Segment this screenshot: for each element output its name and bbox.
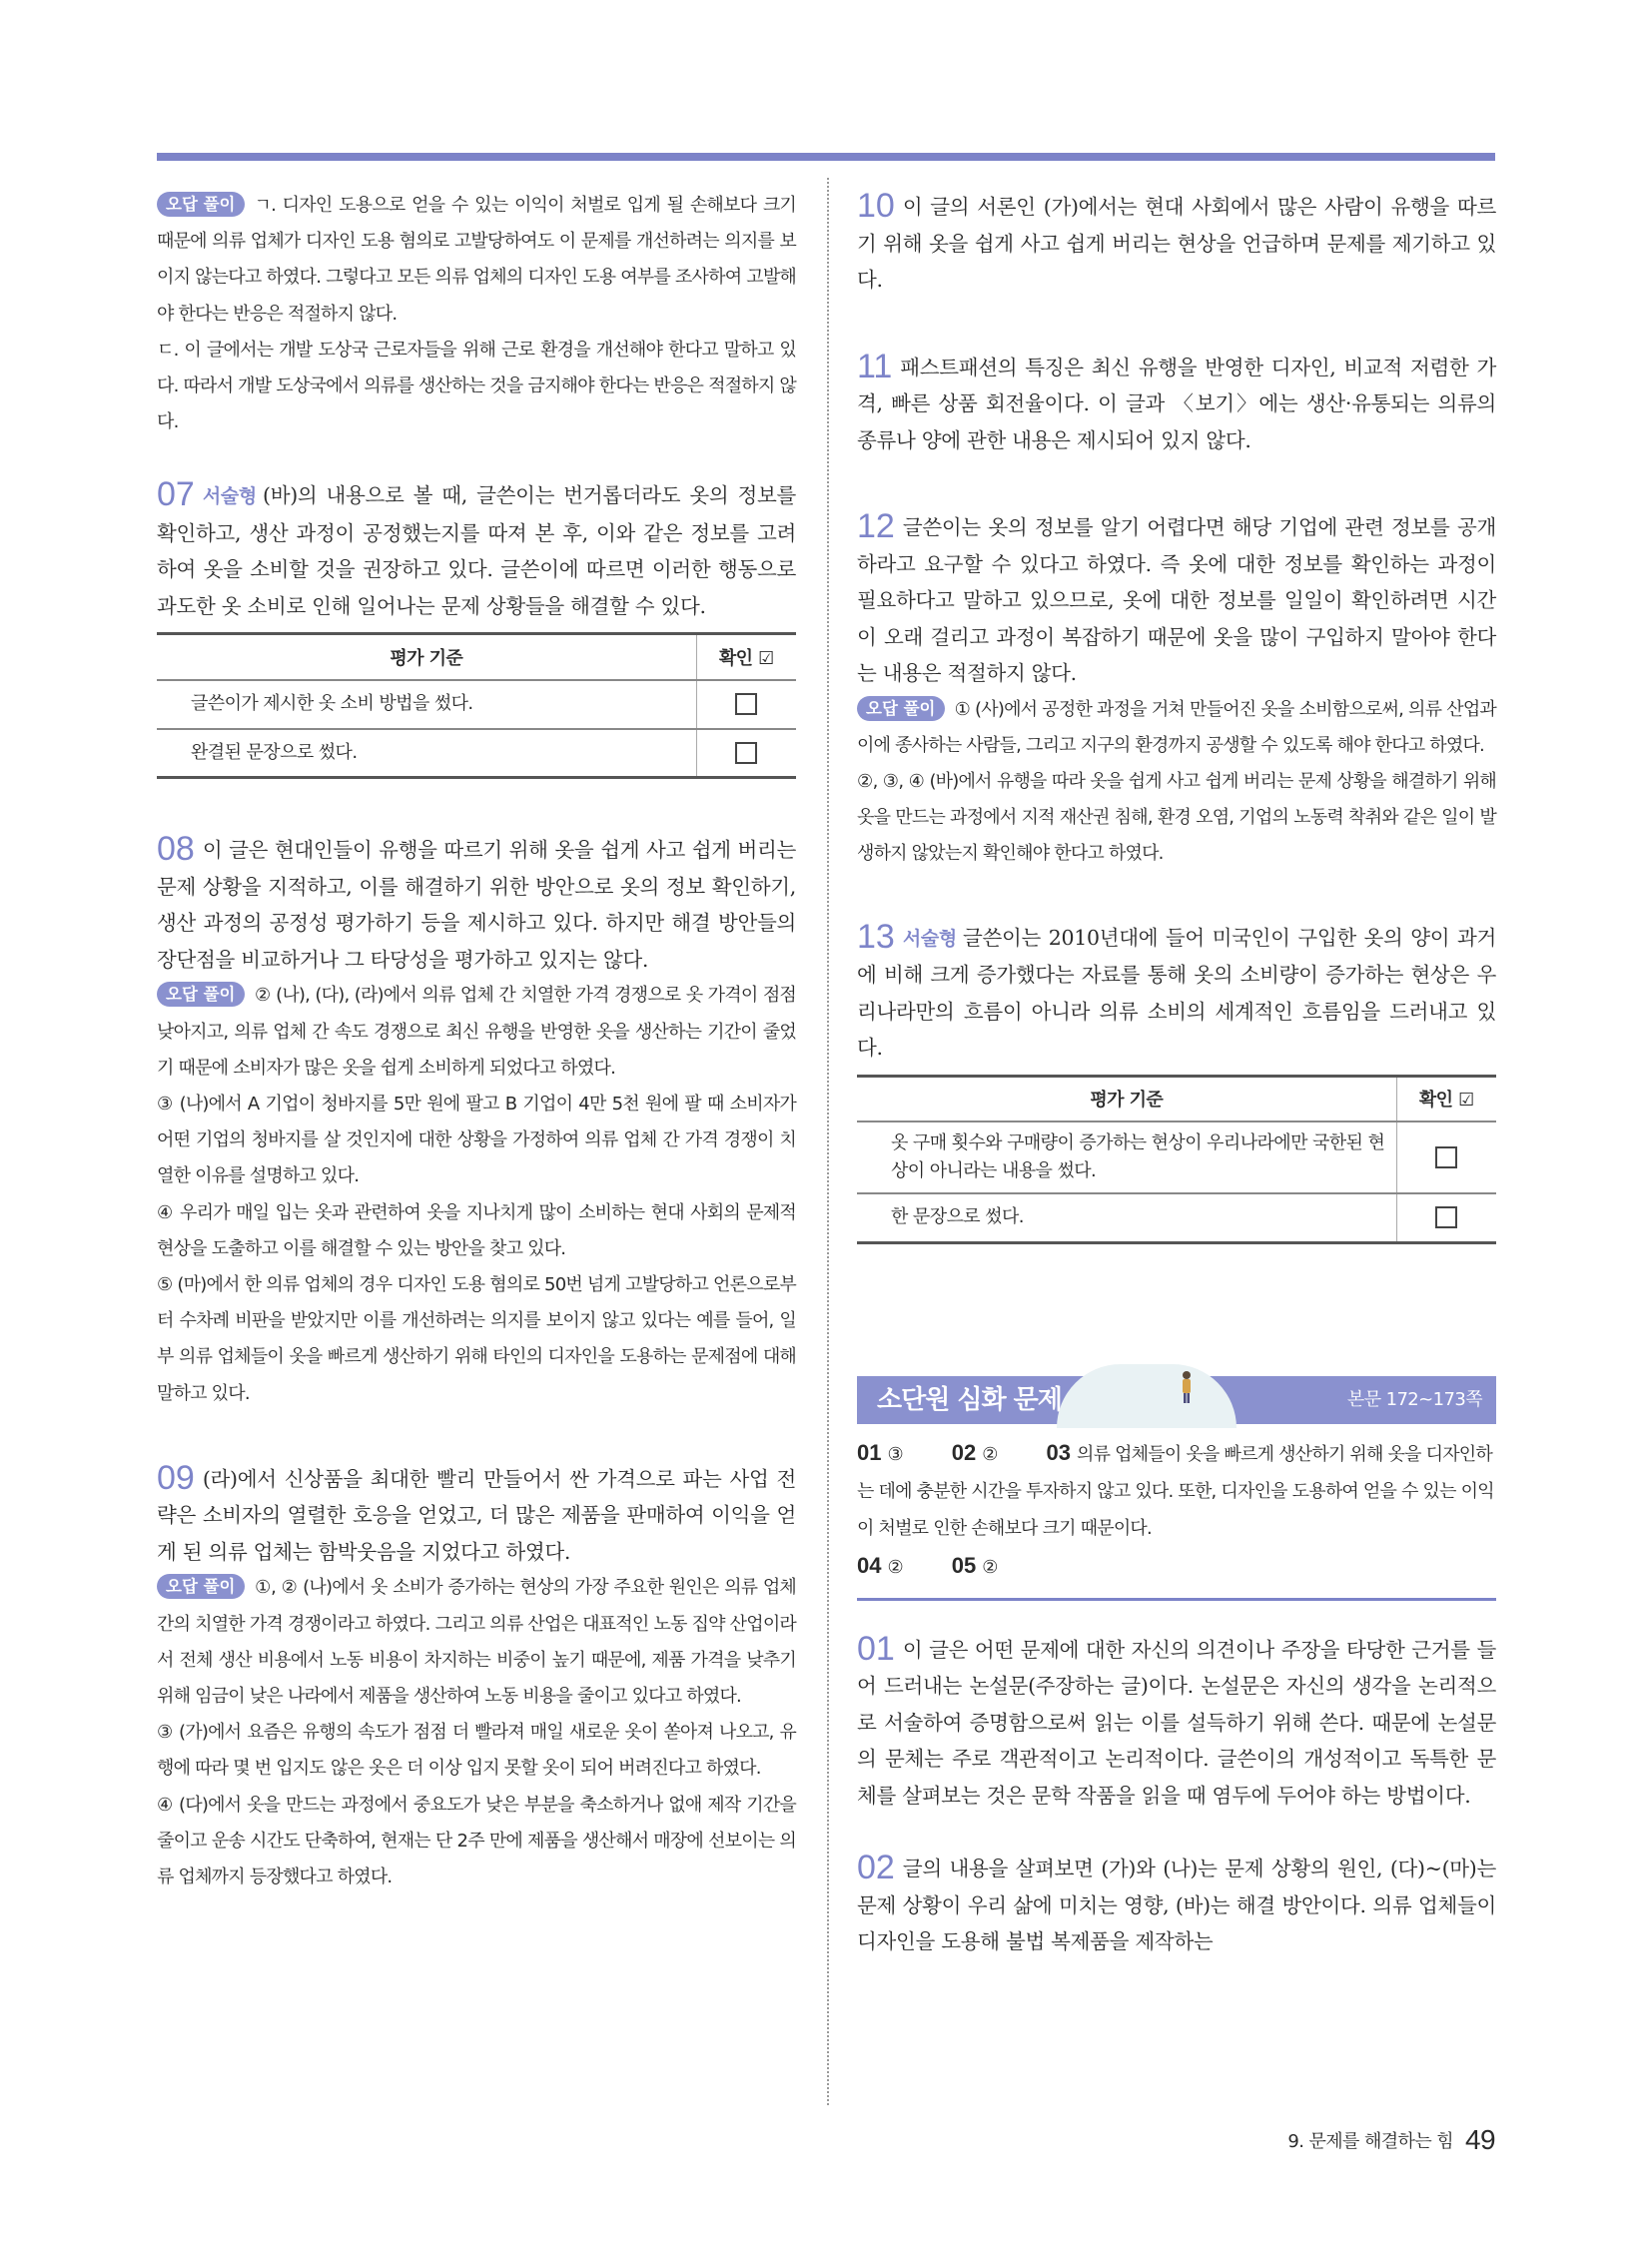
table-row: [857, 1121, 1496, 1193]
explanation-text: ②, ③, ④ (바)에서 유행을 따라 옷을 쉽게 사고 쉽게 버리는 문제 상황을 해결하기 위해 옷을 만드는 과정에서 지적 재산권 침해, 환경 오염, 기업의 노동력 착취와 같은 일이 발생하지 않았는지 확인해야 한다고 하였다.: [857, 770, 1496, 865]
answer-11: [857, 349, 1496, 459]
wrong-answer-label: 오답 풀이: [857, 696, 945, 721]
essay-type-tag: 서술형: [902, 927, 957, 950]
criteria-cell: 옷 구매 횟수와 구매량이 증가하는 현상이 우리나라에만 국한된 현상이 아니라는 내용을 썼다.: [857, 1121, 1396, 1193]
explanation-text: ③ (나)에서 A 기업이 청바지를 5만 원에 팔고 B 기업이 4만 5천 원에 팔 때 소비자가 어떤 기업의 청바지를 살 것인지에 대한 상황을 가정하여 의류 업체 간 가격 경쟁이 치열한 이유를 설명하고 있다.: [157, 1094, 796, 1187]
criteria-cell: 글쓴이가 제시한 옷 소비 방법을 썼다.: [157, 680, 696, 729]
answer-10: [857, 188, 1496, 299]
deep-answer-01: [857, 1631, 1496, 1815]
answer-text: 이 글의 서론인 (가)에서는 현대 사회에서 많은 사람이 유행을 따르기 위해 옷을 쉽게 사고 쉽게 버리는 현상을 언급하며 문제를 제기하고 있다.: [857, 195, 1496, 292]
answer-text: 글쓴이는 2010년대에 들어 미국인이 구입한 옷의 양이 과거에 비해 크게 증가했다는 자료를 통해 옷의 소비량이 증가하는 현상은 우리나라만의 흐름이 아니라 의류 소비의 세계적인 흐름임을 드러내고 있다.: [857, 925, 1496, 1061]
answer-13: [857, 919, 1496, 1244]
check-header: 확인 ☑: [1396, 1076, 1496, 1121]
chapter-title: 9. 문제를 해결하는 힘: [1287, 2131, 1454, 2152]
table-row: [157, 680, 796, 729]
deep-answer-02: [857, 1850, 1496, 1960]
quick-answer: ③: [887, 1443, 903, 1465]
banner-title: 소단원 심화 문제: [877, 1384, 1062, 1415]
question-number: 12: [857, 507, 895, 545]
explanation-text: ㄱ. 디자인 도용으로 얻을 수 있는 이익이 처벌로 입게 될 손해보다 크기 때문에 의류 업체가 디자인 도용 혐의로 고발당하여도 이 문제를 개선하려는 의지를 보이지 않는다고 하였다. 그렇다고 모든 의류 업체의 디자인 도용 여부를 조사하여 고발해야 한다는 반응은 적절하지 않다.: [157, 195, 796, 325]
question-number: 08: [157, 830, 195, 869]
explanation-text: ①, ② (나)에서 옷 소비가 증가하는 현상의 가장 주요한 원인은 의류 업체 간의 치열한 가격 경쟁이라고 하였다. 그리고 의류 산업은 대표적인 노동 집약 산업이라서 전체 생산 비용에서 노동 비용이 차지하는 비중이 높기 때문에, 제품 가격을 낮추기 위해 임금이 낮은 나라에서 제품을 생산하여 노동 비용을 줄이고 있다고 하였다.: [157, 1577, 796, 1707]
quick-answer-number: 02: [951, 1439, 977, 1465]
check-header: 확인 ☑: [696, 634, 796, 680]
wrong-answer-label: 오답 풀이: [157, 982, 245, 1007]
quick-answers: [857, 1434, 1496, 1586]
wrong-answer-label: 오답 풀이: [157, 1574, 245, 1599]
quick-answer: ②: [982, 1556, 998, 1578]
left-column: [157, 188, 796, 1931]
quick-answer-number: 01: [857, 1439, 882, 1465]
answer-12: [857, 508, 1496, 873]
evaluation-table: [157, 632, 796, 779]
hill-illustration: [1057, 1364, 1237, 1428]
question-number: 01: [857, 1629, 895, 1668]
question-number: 11: [857, 347, 893, 385]
page-footer: [1287, 2124, 1495, 2156]
table-row: [857, 1193, 1496, 1242]
page-number: 49: [1465, 2124, 1495, 2155]
explanation-text: ② (나), (다), (라)에서 의류 업체 간 치열한 가격 경쟁으로 옷 가격이 점점 낮아지고, 의류 업체 간 속도 경쟁으로 최신 유행을 반영한 옷을 생산하는 기간이 줄었기 때문에 소비자가 많은 옷을 쉽게 소비하게 되었다고 하였다.: [157, 985, 796, 1079]
quick-answer: ②: [982, 1443, 998, 1465]
checkbox[interactable]: [735, 693, 757, 715]
explanation-text: ④ 우리가 매일 입는 옷과 관련하여 옷을 지나치게 많이 소비하는 현대 사회의 문제적 현상을 도출하고 이를 해결할 수 있는 방안을 찾고 있다.: [157, 1201, 796, 1259]
answer-08: [157, 831, 796, 1411]
answer-text: 이 글은 어떤 문제에 대한 자신의 의견이나 주장을 타당한 근거를 들어 드러내는 논설문(주장하는 글)이다. 논설문은 자신의 생각을 논리적으로 서술하여 증명함으로써 읽는 이를 설득하기 위해 쓴다. 때문에 논설문의 문체는 주로 객관적이고 논리적이다. 글쓴이의 개성적이고 독특한 문체를 살펴보는 것은 문학 작품을 읽을 때 염두에 두어야 하는 방법이다.: [857, 1637, 1496, 1808]
quick-answer-number: 05: [951, 1552, 977, 1578]
right-column: [857, 188, 1496, 1996]
quick-answer-number: 03: [1046, 1439, 1071, 1465]
explanation-text: ④ (다)에서 옷을 만드는 과정에서 중요도가 낮은 부분을 축소하거나 없애 제작 기간을 줄이고 운송 시간도 단축하여, 현재는 단 2주 만에 제품을 생산해서 매장에 선보이는 의류 업체까지 등장했다고 하였다.: [157, 1794, 796, 1887]
checkbox[interactable]: [1435, 1206, 1457, 1228]
answer-09: [157, 1460, 796, 1895]
answer-text: 글의 내용을 살펴보면 (가)와 (나)는 문제 상황의 원인, (다)~(마)는 문제 상황이 우리 삶에 미치는 영향, (바)는 해결 방안이다. 의류 업체들이 디자인을 도용해 불법 복제품을 제작하는: [857, 1857, 1496, 1954]
question-number: 07: [157, 475, 195, 514]
table-row: [157, 729, 796, 778]
criteria-cell: 완결된 문장으로 썼다.: [157, 729, 696, 778]
question-number: 13: [857, 917, 895, 956]
section-banner: [857, 1364, 1496, 1424]
answer-text: 이 글은 현대인들이 유행을 따르기 위해 옷을 쉽게 사고 쉽게 버리는 문제 상황을 지적하고, 이를 해결하기 위한 방안으로 옷의 정보 확인하기, 생산 과정의 공정성 평가하기 등을 제시하고 있다. 하지만 해결 방안들의 장단점을 비교하거나 그 타당성을 평가하고 있지는 않다.: [157, 838, 796, 972]
explanation-text: ⑤ (마)에서 한 의류 업체의 경우 디자인 도용 혐의로 50번 넘게 고발당하고 언론으로부터 수차례 비판을 받았지만 이를 개선하려는 의지를 보이지 않고 있다는 예를 들어, 일부 의류 업체들이 옷을 빠르게 생산하기 위해 타인의 디자인을 도용하는 문제점에 대해 말하고 있다.: [157, 1274, 796, 1404]
answer-text: 글쓴이는 옷의 정보를 알기 어렵다면 해당 기업에 관련 정보를 공개하라고 요구할 수 있다고 하였다. 즉 옷에 대한 정보를 확인하는 과정이 필요하다고 말하고 있으므로, 옷에 대한 정보를 일일이 확인하려면 시간이 오래 걸리고 과정이 복잡하기 때문에 옷을 많이 구입하지 말아야 한다는 내용은 적절하지 않다.: [857, 515, 1496, 685]
quick-answer: ②: [887, 1556, 903, 1578]
question-number: 09: [157, 1458, 195, 1497]
answer-07: [157, 476, 796, 779]
wrong-answer-label: 오답 풀이: [157, 192, 245, 217]
question-number: 02: [857, 1849, 895, 1887]
criteria-cell: 한 문장으로 썼다.: [857, 1193, 1396, 1242]
person-illustration: [1179, 1370, 1195, 1404]
banner-page-range: 본문 172~173쪽: [1346, 1388, 1482, 1410]
checkbox[interactable]: [735, 742, 757, 764]
explanation-text: ① (사)에서 공정한 과정을 거쳐 만들어진 옷을 소비함으로써, 의류 산업과 이에 종사하는 사람들, 그리고 지구의 환경까지 공생할 수 있도록 해야 한다고 하였다.: [857, 698, 1496, 756]
question-number: 10: [857, 187, 895, 225]
evaluation-table: [857, 1075, 1496, 1244]
criteria-header: 평가 기준: [157, 634, 696, 680]
column-divider: [827, 178, 829, 2105]
answer-text: 패스트패션의 특징은 최신 유행을 반영한 디자인, 비교적 저렴한 가격, 빠른 상품 회전율이다. 이 글과 〈보기〉에는 생산·유통되는 의류의 종류나 양에 관한 내용은 제시되어 있지 않다.: [857, 355, 1496, 452]
answer-text: (바)의 내용으로 볼 때, 글쓴이는 번거롭더라도 옷의 정보를 확인하고, 생산 과정이 공정했는지를 따져 본 후, 이와 같은 정보를 고려하여 옷을 소비할 것을 권장하고 있다. 글쓴이에 따르면 이러한 행동으로 과도한 옷 소비로 인해 일어나는 문제 상황들을 해결할 수 있다.: [157, 483, 796, 618]
criteria-header: 평가 기준: [857, 1076, 1396, 1121]
quick-answer: 의류 업체들이 옷을 빠르게 생산하기 위해 옷을 디자인하는 데에 충분한 시간을 투자하지 않고 있다. 또한, 디자인을 도용하여 얻을 수 있는 이익이 처벌로 인한 손해보다 크기 때문이다.: [857, 1443, 1494, 1539]
checkbox[interactable]: [1435, 1146, 1457, 1168]
explanation-text: ㄷ. 이 글에서는 개발 도상국 근로자들을 위해 근로 환경을 개선해야 한다고 말하고 있다. 따라서 개발 도상국에서 의류를 생산하는 것을 금지해야 한다는 반응은 적절하지 않다.: [157, 339, 796, 433]
answer-text: (라)에서 신상품을 최대한 빨리 만들어서 싼 가격으로 파는 사업 전략은 소비자의 열렬한 호응을 얻었고, 더 많은 제품을 판매하여 이익을 얻게 된 의류 업체는 함박웃음을 지었다고 하였다.: [157, 1466, 796, 1564]
section-rule: [857, 1598, 1496, 1601]
top-rule: [157, 153, 1495, 161]
answer-06-explanation: [157, 188, 796, 440]
quick-answer-number: 04: [857, 1552, 882, 1578]
essay-type-tag: 서술형: [202, 485, 257, 508]
explanation-text: ③ (가)에서 요즘은 유행의 속도가 점점 더 빨라져 매일 새로운 옷이 쏟아져 나오고, 유행에 따라 몇 번 입지도 않은 옷은 더 이상 입지 못할 옷이 되어 버려진다고 하였다.: [157, 1722, 796, 1780]
